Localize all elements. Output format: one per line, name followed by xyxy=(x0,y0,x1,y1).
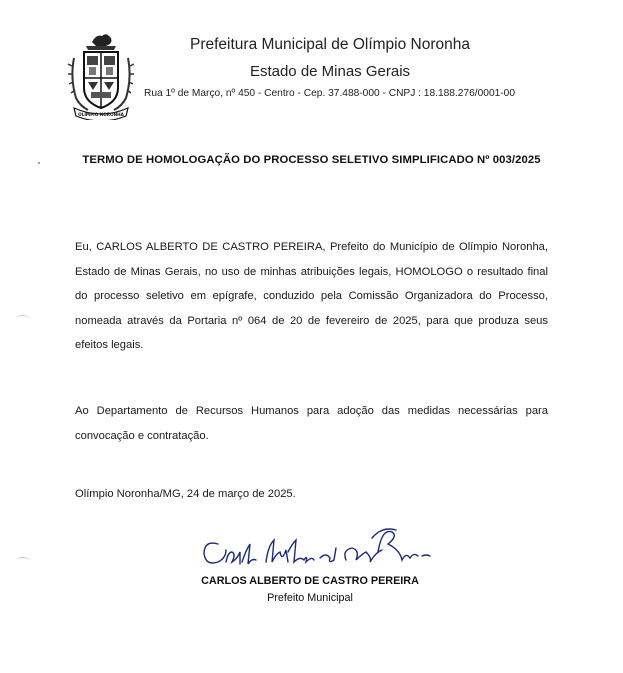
document-title: TERMO DE HOMOLOGAÇÃO DO PROCESSO SELETIVO SIMPLIFICADO Nº 003/2025 xyxy=(82,154,541,166)
punch-hole-mark xyxy=(16,557,30,566)
punch-hole-mark xyxy=(16,315,30,324)
paragraph-hr-department: Ao Departamento de Recursos Humanos para adoção das medidas necessárias para convocação e contratação. xyxy=(75,405,548,442)
municipality-title: Prefeitura Municipal de Olímpio Noronha xyxy=(190,36,470,53)
address-line: Rua 1º de Março, nº 450 - Centro - Cep. 37.488-000 - CNPJ : 18.188.276/0001-00 xyxy=(144,88,516,99)
coat-of-arms-logo xyxy=(66,28,136,120)
coat-banner-text: OLÍMPIO NORONHA xyxy=(78,112,124,117)
handwritten-signature xyxy=(196,522,436,578)
signer-role: Prefeito Municipal xyxy=(267,592,353,604)
place-and-date: Olímpio Noronha/MG, 24 de março de 2025. xyxy=(75,488,296,500)
paragraph-homologation: Eu, CARLOS ALBERTO DE CASTRO PEREIRA, Prefeito do Município de Olímpio Noronha, Estado de Minas Gerais, no uso de minhas atribuições legais, HOMOLOGO o resultado final do processo seletivo em epígrafe, conduzido pela Comissão Organizadora do Processo, nomeada através da Portaria nº 064 de 20 de fevereiro de 2025, para que produza seus efeitos legais. xyxy=(75,241,548,352)
state-subtitle: Estado de Minas Gerais xyxy=(249,63,411,80)
signer-name: CARLOS ALBERTO DE CASTRO PEREIRA xyxy=(201,575,419,587)
